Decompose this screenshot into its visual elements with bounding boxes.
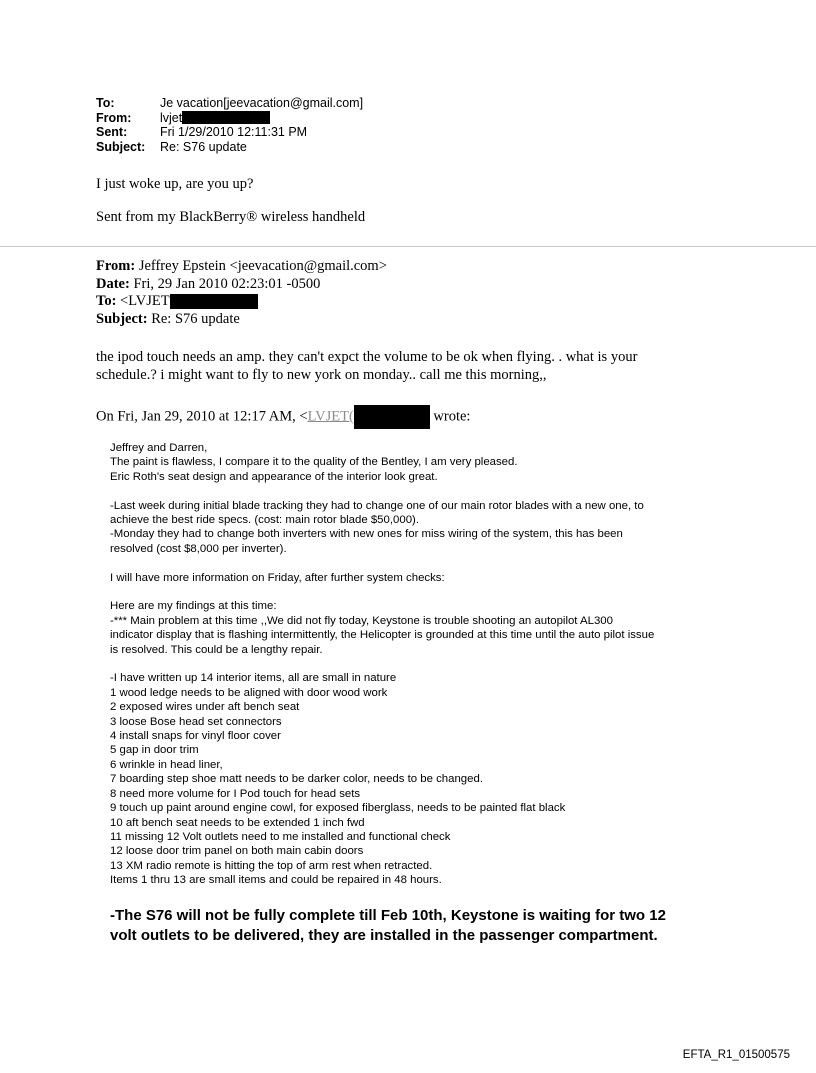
reply-signature: Sent from my BlackBerry® wireless handheld (96, 209, 366, 225)
final-line: -The S76 will not be fully complete till Feb 10th, Keystone is waiting for two 12 (110, 907, 666, 924)
quoted-line: is resolved. This could be a lengthy repair. (110, 643, 323, 656)
list-item: 7 boarding step shoe matt needs to be darker color, needs to be changed. (110, 773, 483, 786)
list-item: 6 wrinkle in head liner, (110, 758, 223, 771)
divider (0, 246, 816, 247)
quoted-line: I will have more information on Friday, after further system checks: (110, 571, 445, 584)
list-item: 8 need more volume for I Pod touch for head sets (110, 787, 361, 800)
fwd-date-row (96, 276, 387, 294)
to-row (96, 96, 363, 111)
reply-text: I just woke up, are you up? (96, 176, 254, 192)
quoted-line: The paint is flawless, I compare it to the quality of the Bentley, I am very pleased. (110, 456, 518, 469)
quoted-line: -Monday they had to change both inverters with new ones for miss wiring of the system, this has been (110, 528, 623, 541)
subject-label: Subject: (96, 139, 146, 154)
email-header (96, 96, 363, 154)
quote-intro (96, 405, 470, 429)
list-item: 3 loose Bose head set connectors (110, 715, 282, 728)
forwarded-body (96, 349, 736, 384)
list-item: 4 install snaps for vinyl floor cover (110, 730, 281, 743)
quoted-line: Eric Roth's seat design and appearance of the interior look great. (110, 470, 438, 483)
sent-row (96, 125, 363, 140)
fwd-to-row (96, 293, 387, 311)
fwd-subject-label: Subject: (96, 310, 148, 327)
document-id: EFTA_R1_01500575 (682, 1049, 790, 1061)
redaction-box (354, 405, 430, 429)
quoted-line: resolved (cost $8,000 per inverter). (110, 542, 287, 555)
list-item: 9 touch up paint around engine cowl, for exposed fiberglass, needs to be painted flat black (110, 802, 566, 815)
quoted-line: achieve the best ride specs. (cost: main rotor blade $50,000). (110, 514, 419, 527)
fwd-date-value: Fri, 29 Jan 2010 02:23:01 -0500 (133, 275, 321, 292)
list-item: 12 loose door trim panel on both main cabin doors (110, 845, 364, 858)
list-item: 10 aft bench seat needs to be extended 1 inch fwd (110, 816, 365, 829)
from-value: lvjet (160, 110, 183, 125)
sent-value: Fri 1/29/2010 12:11:31 PM (160, 125, 308, 139)
subject-row (96, 140, 363, 155)
sent-label: Sent: (96, 125, 128, 139)
quoted-line: Jeffrey and Darren, (110, 442, 208, 454)
fwd-from-row (96, 258, 387, 276)
redaction-box (182, 111, 270, 124)
forwarded-header (96, 258, 387, 328)
fwd-date-label: Date: (96, 275, 130, 292)
subject-value: Re: S76 update (160, 139, 247, 154)
quoted-line: Here are my findings at this time: (110, 600, 277, 613)
list-item: Items 1 thru 13 are small items and could be repaired in 48 hours. (110, 874, 442, 887)
list-item: 11 missing 12 Volt outlets need to me installed and functional check (110, 830, 451, 843)
fwd-to-value: <LVJET (120, 293, 170, 309)
quoted-message (110, 441, 730, 888)
fwd-from-value: Jeffrey Epstein <jeevacation@gmail.com> (138, 258, 387, 274)
email-link[interactable]: LVJET( (307, 408, 354, 425)
body-line: the ipod touch needs an amp. they can't expct the volume to be ok when flying. . what is your (96, 349, 638, 365)
from-label: From: (96, 110, 132, 125)
final-line: volt outlets to be delivered, they are installed in the passenger compartment. (110, 926, 658, 944)
list-item: 1 wood ledge needs to be aligned with door wood work (110, 686, 388, 699)
quoted-line: -Last week during initial blade tracking they had to change one of our main rotor blades with a new one, to (110, 499, 644, 512)
quoted-line: -*** Main problem at this time ,,We did not fly today, Keystone is trouble shooting an autopilot AL300 (110, 614, 613, 627)
from-row (96, 111, 363, 126)
to-value: Je vacation[jeevacation@gmail.com] (160, 96, 364, 110)
to-label: To: (96, 96, 115, 110)
quote-intro-suffix: wrote: (433, 408, 471, 425)
quoted-line: -I have written up 14 interior items, all are small in nature (110, 672, 397, 685)
fwd-from-label: From: (96, 258, 136, 274)
quoted-line: indicator display that is flashing intermittently, the Helicopter is grounded at this time until the auto pilot issue (110, 629, 655, 642)
list-item: 5 gap in door trim (110, 744, 199, 757)
list-item: 13 XM radio remote is hitting the top of arm rest when retracted. (110, 859, 433, 872)
fwd-to-label: To: (96, 293, 117, 309)
final-note (110, 906, 750, 945)
fwd-subject-value: Re: S76 update (151, 310, 240, 327)
list-item: 2 exposed wires under aft bench seat (110, 701, 300, 714)
redaction-box (170, 294, 258, 309)
body-line: schedule.? i might want to fly to new york on monday.. call me this morning,, (96, 366, 547, 383)
quote-intro-prefix: On Fri, Jan 29, 2010 at 12:17 AM, < (96, 408, 308, 425)
fwd-subject-row (96, 311, 387, 329)
